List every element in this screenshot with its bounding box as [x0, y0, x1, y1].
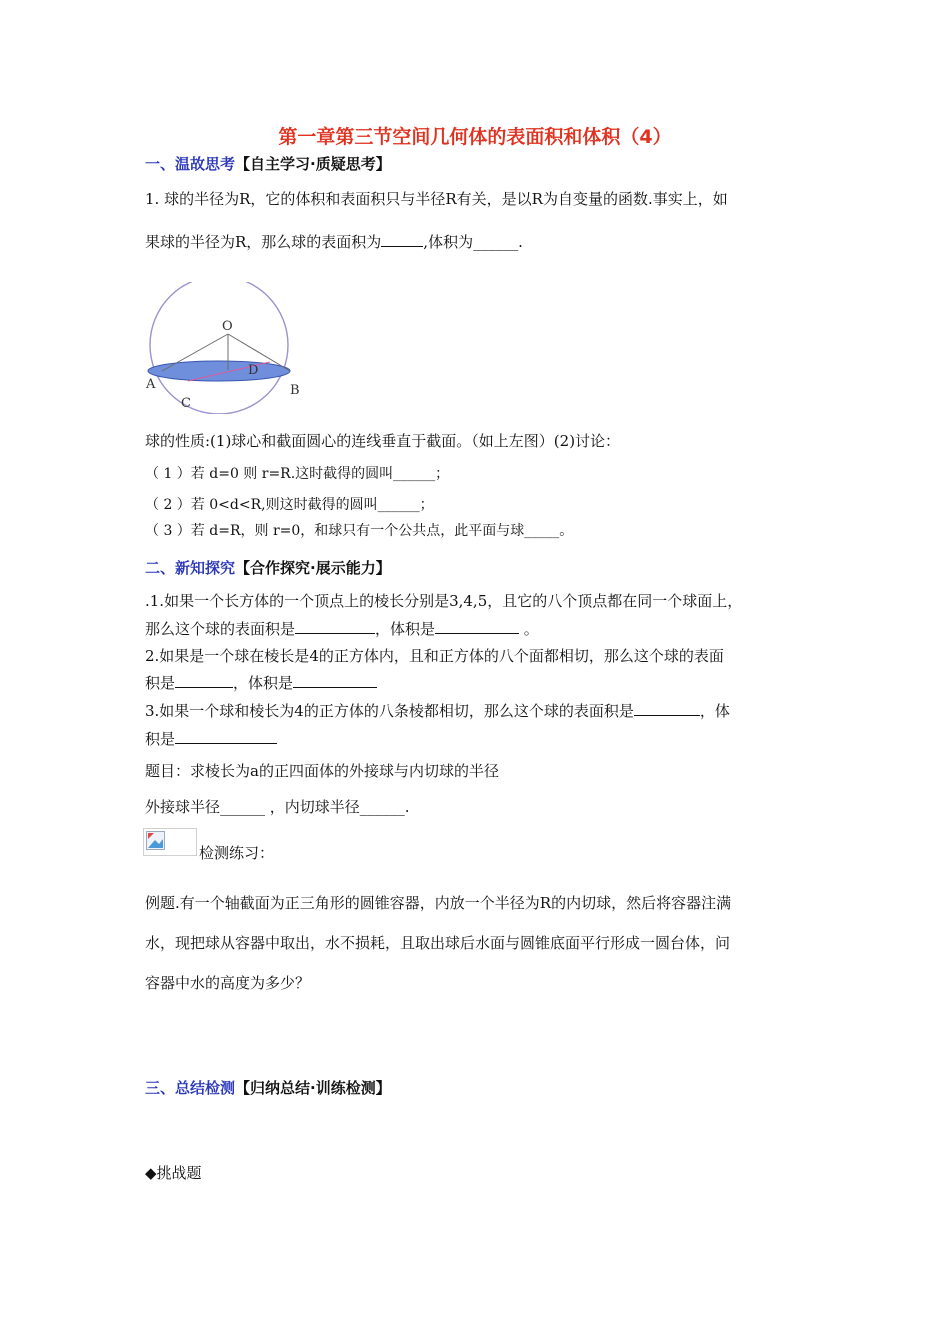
image-placeholder-icon	[146, 831, 166, 851]
blank-p2-area	[175, 673, 233, 688]
example-line1: 例题.有一个轴截面为正三角形的圆锥容器，内放一个半径为R的内切球，然后将容器注满	[145, 894, 732, 912]
case-3: （ 3 ）若 d=R，则 r=0，和球只有一个公共点，此平面与球_____。	[145, 523, 574, 539]
problem-2-line2	[145, 672, 377, 693]
practice-label: 检测练习：	[199, 844, 275, 862]
section-2-heading-black: 【合作探究·展示能力】	[235, 559, 391, 577]
problem-1-text-b: ，体积是	[375, 620, 436, 638]
example-line2: 水，现把球从容器中取出，水不损耗，且取出球后水面与圆锥底面平行形成一圆台体，问	[145, 934, 731, 952]
blank-p2-volume	[293, 673, 377, 688]
section-1-heading-blue: 一、温故思考	[145, 155, 236, 173]
problem-2-text-b: ，体积是	[233, 674, 294, 692]
label-c: C	[181, 396, 191, 411]
case-2: （ 2 ）若 0<d<R,则这时截得的圆叫______；	[145, 497, 434, 513]
q1-line1: 1. 球的半径为R，它的体积和表面积只与半径R有关，是以R为自变量的函数.事实上，如	[145, 190, 728, 208]
sphere-properties: 球的性质:(1)球心和截面圆心的连线垂直于截面。（如上左图）(2)讨论：	[145, 432, 621, 450]
case-1: （ 1 ）若 d=0 则 r=R.这时截得的圆叫______；	[145, 466, 450, 482]
problem-1-line2	[145, 618, 539, 639]
blank-p1-volume	[435, 619, 519, 634]
task-line: 题目：求棱长为a的正四面体的外接球与内切球的半径	[145, 762, 499, 780]
q1-line2-b: ,体积为______.	[423, 233, 523, 251]
problem-3-text-c: 积是	[145, 730, 176, 748]
page-title: 第一章第三节空间几何体的表面积和体积（4）	[278, 126, 672, 148]
blank-p1-area	[295, 619, 375, 634]
problem-1-text-a: 那么这个球的表面积是	[145, 620, 296, 638]
q1-line2-a: 果球的半径为R，那么球的表面积为	[145, 233, 382, 251]
label-d: D	[248, 363, 259, 378]
problem-2-text-a: 积是	[145, 674, 176, 692]
label-b: B	[290, 383, 300, 398]
section-1-heading-black: 【自主学习·质疑思考】	[235, 155, 391, 173]
q1-line2	[145, 231, 523, 252]
broken-image-icon	[143, 828, 197, 856]
section-3-heading-blue: 三、总结检测	[145, 1079, 236, 1097]
label-a: A	[146, 377, 156, 392]
section-1-heading	[145, 153, 391, 174]
problem-3-line1	[145, 700, 730, 721]
blank-p3-volume	[175, 729, 277, 744]
task-answer-line: 外接球半径______ ，内切球半径______.	[145, 798, 410, 816]
section-3-heading	[145, 1077, 391, 1098]
section-2-heading-blue: 二、新知探究	[145, 559, 236, 577]
challenge-heading: ◆挑战题	[145, 1164, 202, 1182]
section-3-heading-black: 【归纳总结·训练检测】	[235, 1079, 391, 1097]
blank-p3-area	[634, 701, 700, 716]
label-o: O	[222, 319, 233, 334]
sphere-section-figure	[140, 282, 310, 414]
problem-2-line1: 2.如果是一个球在棱长是4的正方体内，且和正方体的八个面都相切，那么这个球的表面	[145, 647, 724, 665]
section-2-heading	[145, 557, 391, 578]
problem-3-text-a: 3.如果一个球和棱长为4的正方体的八条棱都相切，那么这个球的表面积是	[145, 702, 634, 720]
problem-3-text-b: ，体	[699, 702, 730, 720]
blank-surface-area	[381, 232, 423, 247]
problem-1-line1: .1.如果一个长方体的一个顶点上的棱长分别是3,4,5，且它的八个顶点都在同一个球面上，	[145, 592, 743, 610]
problem-1-text-c: 。	[519, 620, 539, 638]
sphere-outline	[150, 282, 288, 414]
example-line3: 容器中水的高度为多少？	[145, 974, 311, 992]
cross-section-ellipse	[148, 361, 290, 381]
problem-3-line2	[145, 728, 277, 749]
